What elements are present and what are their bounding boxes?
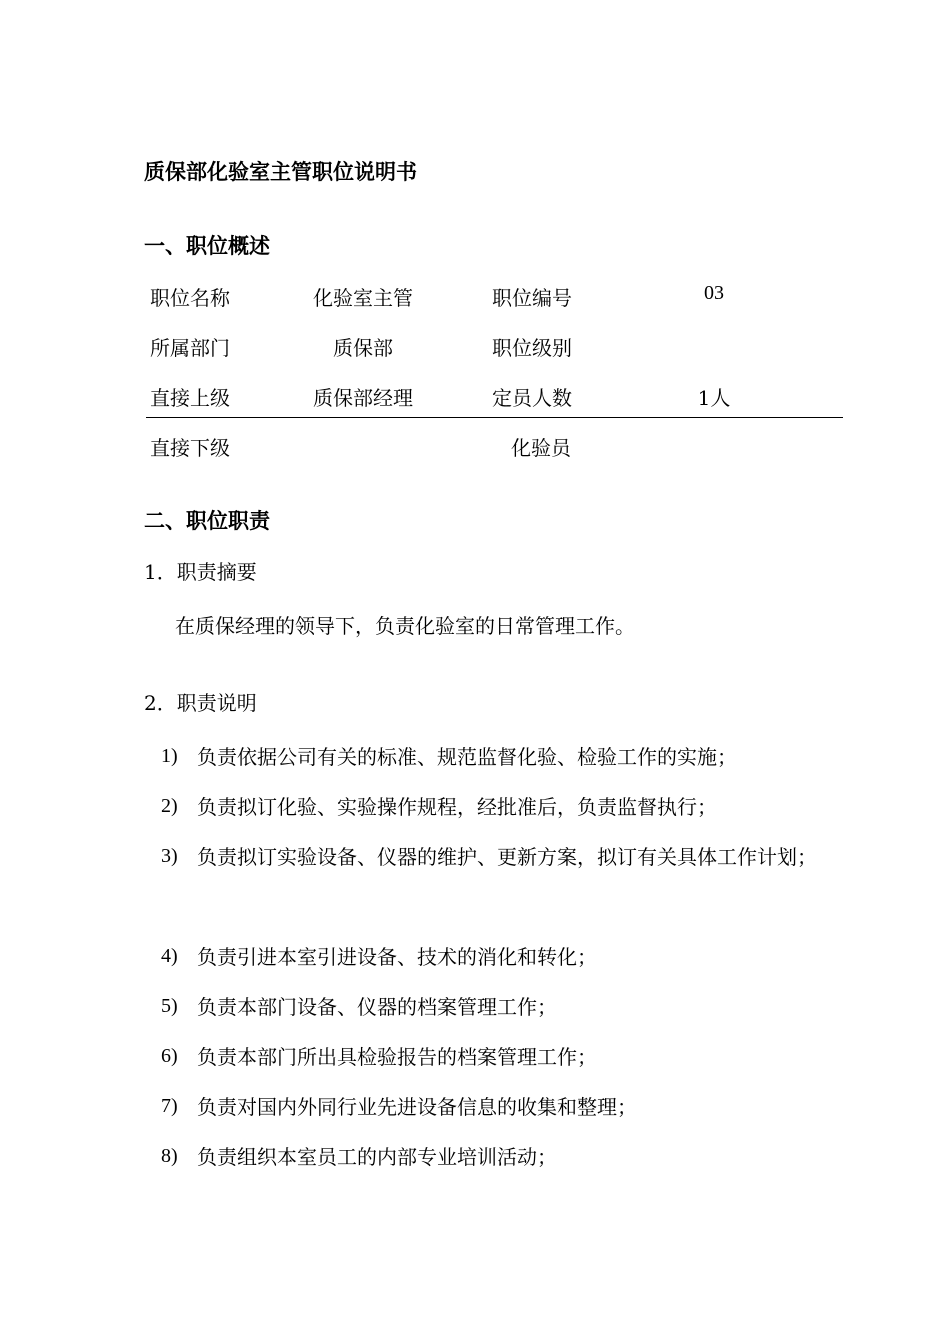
table-cell-value: 质保部经理 (313, 386, 413, 410)
document-title: 质保部化验室主管职位说明书 (144, 160, 417, 184)
list-item-number: 1) (161, 745, 178, 767)
summary-text: 在质保经理的领导下，负责化验室的日常管理工作。 (175, 614, 635, 638)
summary-heading: 1．职责摘要 (144, 560, 257, 584)
table-cell-value: 化验室主管 (313, 286, 413, 310)
table-cell-label: 职位名称 (150, 286, 230, 310)
table-cell-value: 1人 (697, 386, 731, 410)
table-cell-label: 直接下级 (150, 436, 230, 460)
section-heading-duties: 二、职位职责 (144, 509, 270, 533)
list-item: 负责拟订化验、实验操作规程，经批准后，负责监督执行； (197, 795, 717, 819)
list-item-number: 2) (161, 795, 178, 817)
list-item: 负责本部门设备、仪器的档案管理工作； (197, 995, 557, 1019)
list-item: 负责对国内外同行业先进设备信息的收集和整理； (197, 1095, 637, 1119)
table-divider (146, 417, 843, 418)
table-cell-value: 化验员 (511, 436, 571, 460)
table-cell-label: 定员人数 (492, 386, 572, 410)
list-item-number: 7) (161, 1095, 178, 1117)
list-item-number: 4) (161, 945, 178, 967)
list-item: 负责依据公司有关的标准、规范监督化验、检验工作的实施； (197, 745, 737, 769)
table-cell-label: 直接上级 (150, 386, 230, 410)
details-heading: 2．职责说明 (144, 691, 257, 715)
list-item: 负责本部门所出具检验报告的档案管理工作； (197, 1045, 597, 1069)
table-cell-label: 职位级别 (492, 336, 572, 360)
list-item-number: 3) (161, 845, 178, 867)
list-item: 负责组织本室员工的内部专业培训活动； (197, 1145, 557, 1169)
table-cell-value: 质保部 (333, 336, 393, 360)
list-item: 负责引进本室引进设备、技术的消化和转化； (197, 945, 597, 969)
list-item-number: 5) (161, 995, 178, 1017)
table-cell-value: 03 (704, 282, 724, 304)
section-heading-overview: 一、职位概述 (144, 234, 270, 258)
list-item-number: 6) (161, 1045, 178, 1067)
list-item: 负责拟订实验设备、仪器的维护、更新方案，拟订有关具体工作计划； (197, 845, 817, 869)
table-cell-label: 所属部门 (150, 336, 230, 360)
list-item-number: 8) (161, 1145, 178, 1167)
table-cell-label: 职位编号 (492, 286, 572, 310)
